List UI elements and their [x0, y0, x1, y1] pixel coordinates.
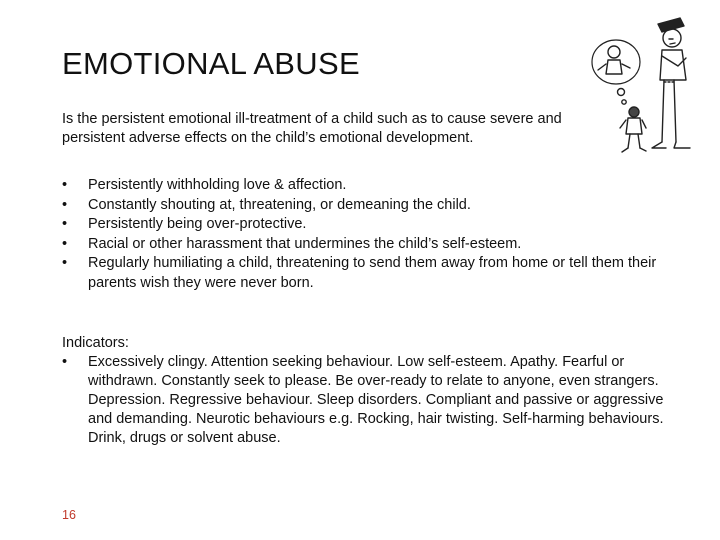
intro-paragraph: Is the persistent emotional ill-treatment of a child such as to cause severe and persistent adverse effects on the child’s emotional development. — [62, 111, 562, 146]
list-item — [62, 235, 662, 255]
slide-title: EMOTIONAL ABUSE — [62, 46, 360, 81]
indicators-section — [62, 334, 672, 448]
page-number: 16 — [62, 508, 76, 522]
bullet-text: Constantly shouting at, threatening, or demeaning the child. — [88, 196, 471, 213]
list-item — [62, 215, 662, 235]
bullet-dot: • — [62, 354, 68, 370]
bullet-text: Persistently withholding love & affection. — [88, 177, 347, 193]
indicators-title: Indicators: — [62, 335, 129, 351]
bullet-dot: • — [62, 196, 68, 213]
list-item — [62, 196, 662, 216]
bullet-text: Persistently being over-protective. — [88, 216, 307, 232]
bullet-dot: • — [62, 216, 68, 232]
list-item — [62, 353, 672, 448]
list-item — [62, 176, 662, 196]
bullet-dot: • — [62, 235, 68, 252]
bullet-text: Racial or other harassment that undermines the child’s self-esteem. — [88, 235, 522, 252]
bullet-dot: • — [62, 177, 68, 193]
bullet-text: Regularly humiliating a child, threatening to send them away from home or tell them their parents wish they were never born. — [88, 255, 657, 291]
indicators-text: Excessively clingy. Attention seeking behaviour. Low self-esteem. Apathy. Fearful or withdrawn. Constantly seek to please. Be over-ready to relate to anyone, even strangers. Depression. Regressive behaviour. Sleep disorders. Compliant and passive or aggressive and demanding. Neurotic behaviours e.g. Rocking, hair twisting. Self-harming behaviours. Drink, drugs or solvent abuse. — [88, 354, 664, 446]
bullet-dot: • — [62, 255, 68, 271]
list-item — [62, 254, 662, 293]
angry-adult-and-child-cartoon-icon — [576, 10, 706, 158]
bullet-list — [62, 176, 662, 293]
